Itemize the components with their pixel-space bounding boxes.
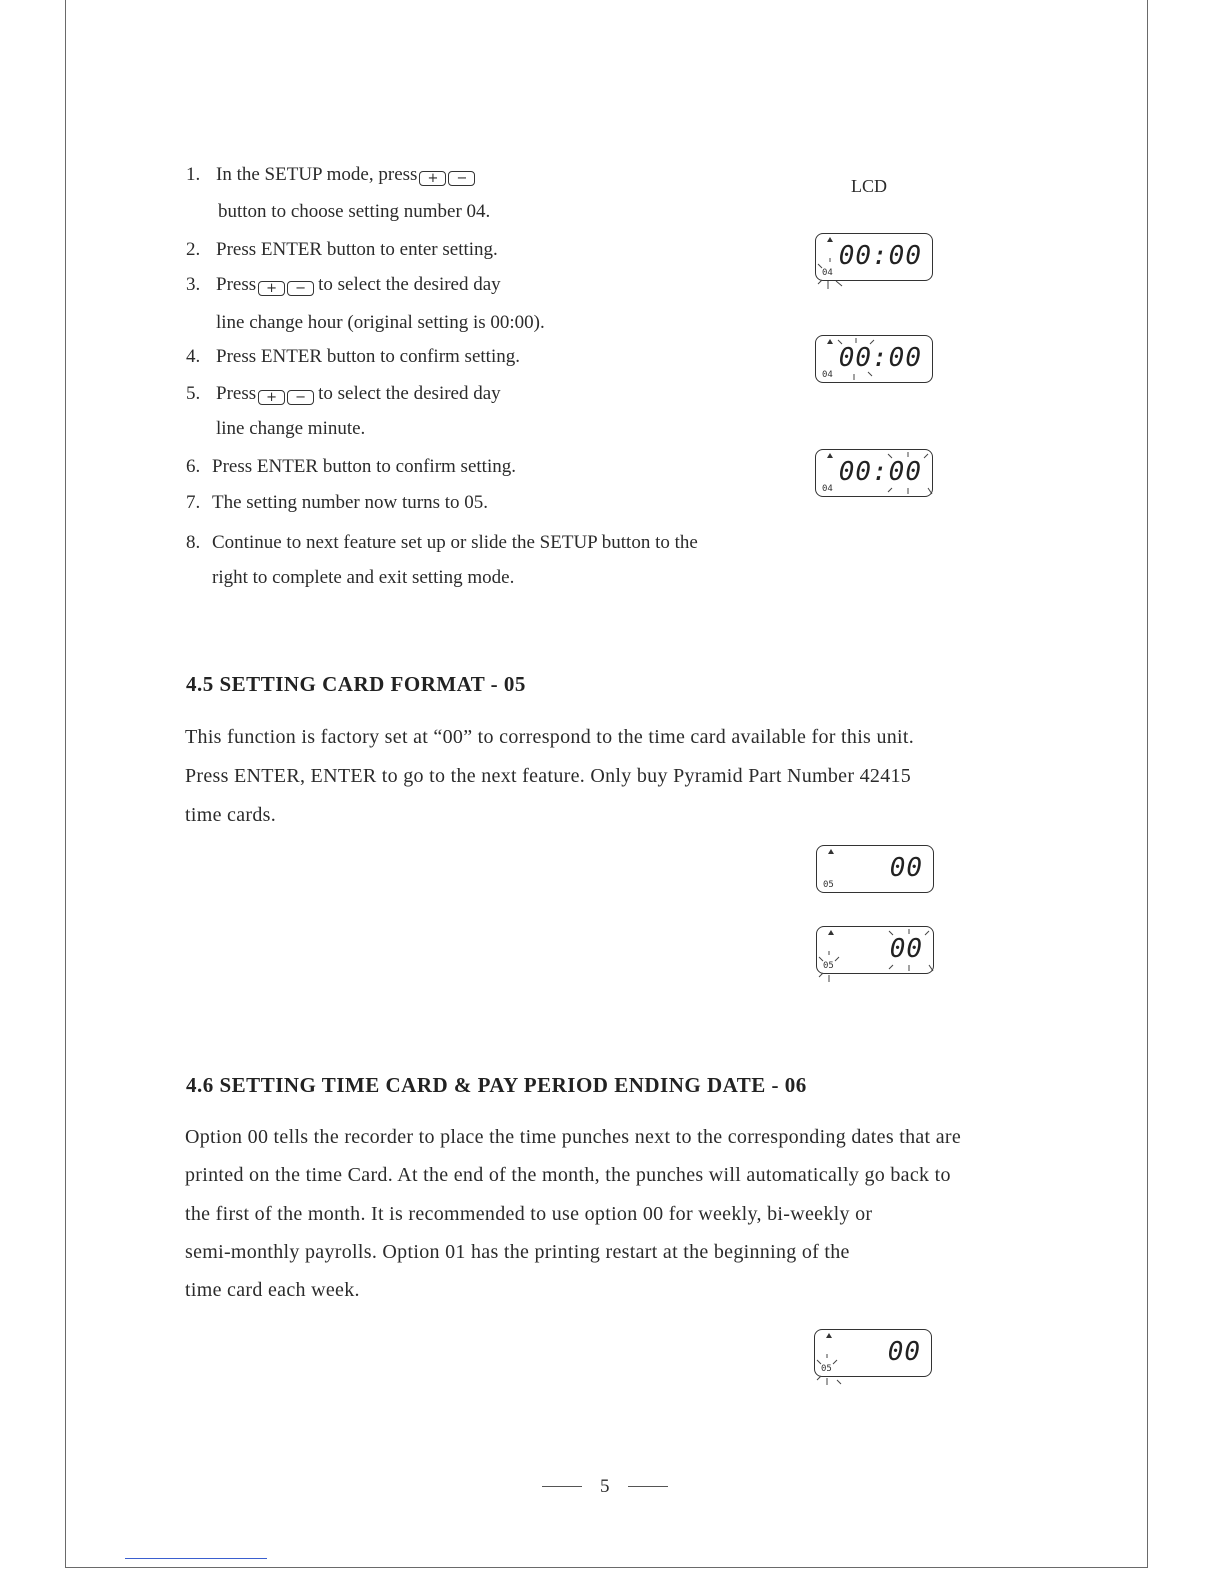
footer-dash-left <box>542 1486 582 1487</box>
lcd-setting-number: 04 <box>822 268 833 278</box>
lcd-digits: 00:00 <box>838 241 922 271</box>
plus-button-icon: + <box>419 171 446 186</box>
lcd-digits: 00:00 <box>838 343 922 373</box>
plus-button-icon: + <box>258 390 285 405</box>
lcd-digits: 00:00 <box>838 457 922 487</box>
section-4-6-title: 4.6 SETTING TIME CARD & PAY PERIOD ENDING DATE - 06 <box>186 1073 807 1097</box>
lcd-setting-number: 04 <box>822 370 833 380</box>
plus-minus-buttons <box>419 166 477 188</box>
footer-link-rule <box>125 1558 267 1559</box>
lcd-setting-number: 05 <box>823 961 834 971</box>
lcd-display-1 <box>815 233 933 281</box>
lcd-setting-number: 05 <box>821 1364 832 1374</box>
minus-button-icon: − <box>287 390 314 405</box>
section-4-5-title: 4.5 SETTING CARD FORMAT - 05 <box>186 672 526 696</box>
indicator-icon <box>828 849 834 854</box>
lcd-digits: 00 <box>889 853 923 883</box>
flash-marks-icon <box>816 450 934 510</box>
lcd-setting-number: 04 <box>822 484 833 494</box>
plus-button-icon: + <box>258 281 285 296</box>
lcd-display-6 <box>814 1329 932 1377</box>
step-1-text: In the SETUP mode, press <box>216 164 418 185</box>
lcd-display-3 <box>815 449 933 497</box>
footer-dash-right <box>628 1486 668 1487</box>
step-1-continuation: button to choose setting number 04. <box>218 201 491 222</box>
lcd-display-4 <box>816 845 934 893</box>
lcd-display-5 <box>816 926 934 974</box>
step-8-continuation: right to complete and exit setting mode. <box>212 567 515 588</box>
lcd-heading: LCD <box>851 176 887 196</box>
section-4-6-body: Option 00 tells the recorder to place the time punches next to the corresponding dates that are printed on the time Card. At the end of the month, the punches will automatically go back to the first of the month. It is recommended to use option 00 for weekly, bi-weekly or semi-monthly payrolls. Option 01 has the printing restart at the beginning of the time card each week. <box>185 1126 962 1302</box>
lcd-display-2 <box>815 335 933 383</box>
plus-minus-buttons <box>258 385 316 407</box>
section-4-5-body: This function is factory set at “00” to correspond to the time card available for this unit. Press ENTER, ENTER to go to the next feature. Only buy Pyramid Part Number 42415 time cards. <box>185 726 915 826</box>
lcd-digits: 00 <box>889 934 923 964</box>
step-3-continuation: line change hour (original setting is 00:00). <box>216 312 545 333</box>
lcd-setting-number: 05 <box>823 880 834 890</box>
plus-minus-buttons <box>258 276 316 298</box>
flash-marks-icon <box>816 336 934 396</box>
flash-marks-icon <box>815 1330 933 1390</box>
minus-button-icon: − <box>448 171 475 186</box>
flash-marks-icon <box>816 234 934 294</box>
flash-marks-icon <box>817 927 935 987</box>
lcd-digits: 00 <box>887 1337 921 1367</box>
page-footer <box>540 1476 670 1496</box>
step-5-continuation: line change minute. <box>216 418 366 439</box>
page-number: 5 <box>600 1476 610 1497</box>
minus-button-icon: − <box>287 281 314 296</box>
